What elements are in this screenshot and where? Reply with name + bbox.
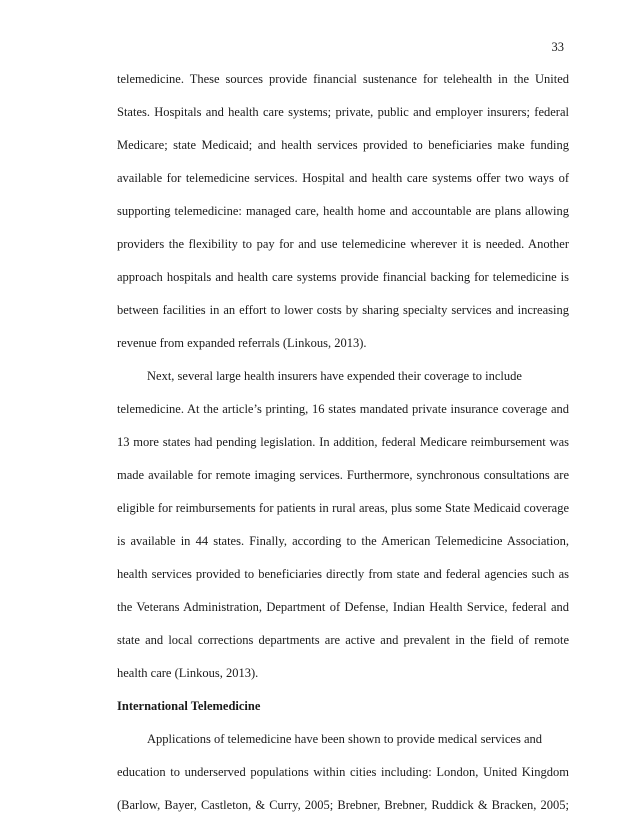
paragraph-2-line: health care (Linkous, 2013). — [117, 666, 259, 680]
paragraph-2-line: the Veterans Administration, Department of Defense, Indian Health Service, federal and — [117, 600, 569, 614]
paragraph-3-line: education to underserved populations within cities including: London, United Kingdom — [117, 765, 569, 779]
paragraph-2-line: 13 more states had pending legislation. In addition, federal Medicare reimbursement was — [117, 435, 569, 449]
paragraph-2-line: health services provided to beneficiaries directly from state and federal agencies such as — [117, 567, 569, 581]
paragraph-1-line: Medicare; state Medicaid; and health services provided to beneficiaries make funding — [117, 138, 569, 152]
paragraph-1-line: States. Hospitals and health care systems; private, public and employer insurers; federal — [117, 105, 569, 119]
paragraph-2-line: eligible for reimbursements for patients in rural areas, plus some State Medicaid coverage — [117, 501, 569, 515]
paragraph-1-line: providers the flexibility to pay for and use telemedicine wherever it is needed. Another — [117, 237, 569, 251]
paragraph-1-line: available for telemedicine services. Hospital and health care systems offer two ways of — [117, 171, 569, 185]
paragraph-1-line: telemedicine. These sources provide financial sustenance for telehealth in the United — [117, 72, 569, 86]
section-heading: International Telemedicine — [117, 699, 261, 713]
paragraph-2-line: telemedicine. At the article’s printing, 16 states mandated private insurance coverage and — [117, 402, 569, 416]
paragraph-2-line: is available in 44 states. Finally, according to the American Telemedicine Association, — [117, 534, 569, 548]
paragraph-2-line: Next, several large health insurers have expended their coverage to include — [147, 369, 522, 383]
paragraph-2-line: state and local corrections departments are active and prevalent in the field of remote — [117, 633, 569, 647]
paragraph-1-line: supporting telemedicine: managed care, health home and accountable are plans allowing — [117, 204, 569, 218]
paragraph-2-line: made available for remote imaging services. Furthermore, synchronous consultations are — [117, 468, 569, 482]
paragraph-3-line: (Barlow, Bayer, Castleton, & Curry, 2005; Brebner, Brebner, Ruddick & Bracken, 2005; — [117, 798, 569, 812]
page-number: 33 — [551, 40, 564, 54]
paragraph-1-line: revenue from expanded referrals (Linkous, 2013). — [117, 336, 367, 350]
paragraph-1-line: approach hospitals and health care systems provide financial backing for telemedicine is — [117, 270, 569, 284]
paragraph-1-line: between facilities in an effort to lower costs by sharing specialty services and increasing — [117, 303, 569, 317]
paragraph-3-line: Applications of telemedicine have been shown to provide medical services and — [147, 732, 543, 746]
